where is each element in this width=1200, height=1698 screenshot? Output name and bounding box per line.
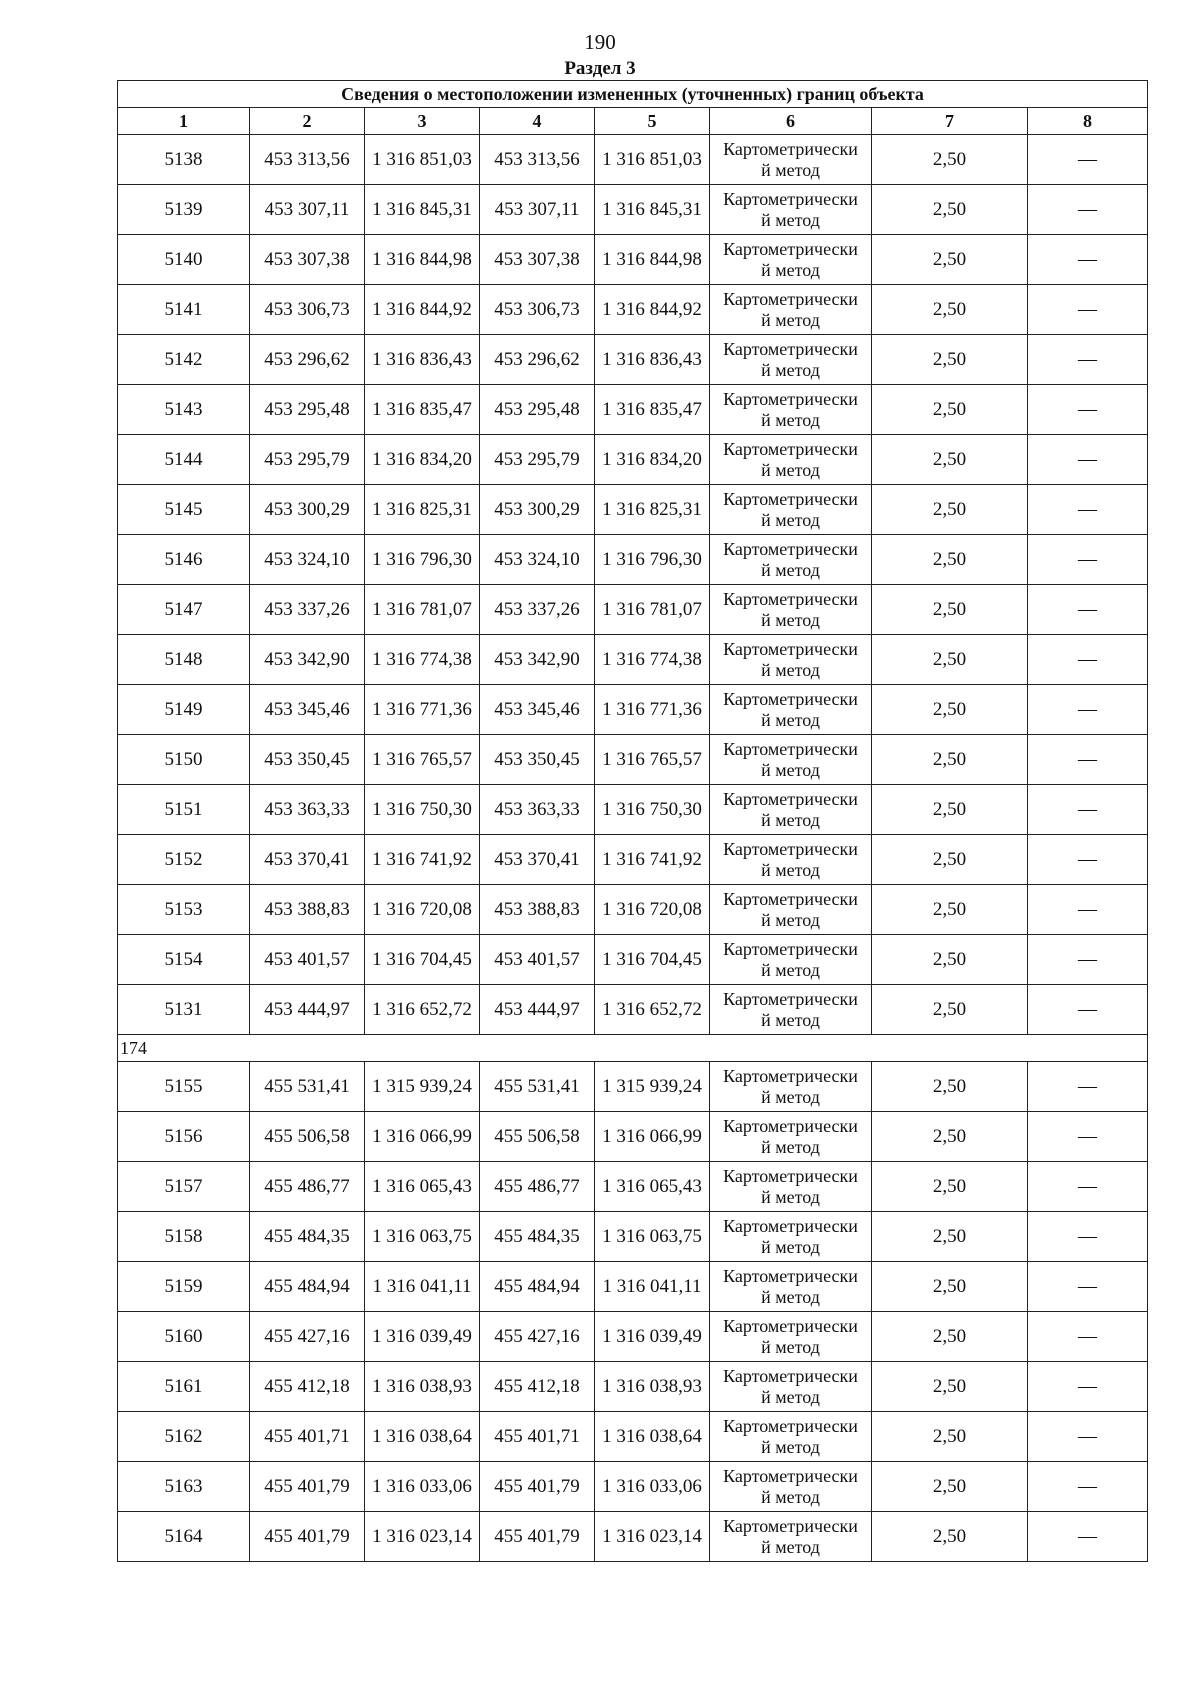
cell-accuracy: 2,50 (872, 1462, 1028, 1512)
cell-accuracy: 2,50 (872, 635, 1028, 685)
cell-x-old: 453 388,83 (250, 885, 365, 935)
table-row (118, 585, 1148, 635)
cell-y-old: 1 316 720,08 (365, 885, 480, 935)
cell-description: — (1028, 1112, 1148, 1162)
cell-accuracy: 2,50 (872, 1112, 1028, 1162)
cell-x-new: 453 313,56 (480, 135, 595, 185)
cell-x-old: 453 337,26 (250, 585, 365, 635)
cell-x-new: 455 401,71 (480, 1412, 595, 1462)
table-row (118, 235, 1148, 285)
cell-method: Картометрически й метод (710, 1112, 872, 1162)
table-row (118, 735, 1148, 785)
cell-description: — (1028, 735, 1148, 785)
cell-y-new: 1 316 741,92 (595, 835, 710, 885)
cell-y-old: 1 316 781,07 (365, 585, 480, 635)
cell-y-new: 1 316 065,43 (595, 1162, 710, 1212)
cell-accuracy: 2,50 (872, 385, 1028, 435)
cell-method: Картометрически й метод (710, 485, 872, 535)
cell-x-old: 453 307,38 (250, 235, 365, 285)
table-row (118, 1112, 1148, 1162)
cell-description: — (1028, 635, 1148, 685)
cell-x-old: 453 300,29 (250, 485, 365, 535)
cell-description: — (1028, 535, 1148, 585)
cell-accuracy: 2,50 (872, 1362, 1028, 1412)
cell-point-number: 5148 (118, 635, 250, 685)
cell-x-old: 455 484,94 (250, 1262, 365, 1312)
column-number: 6 (710, 108, 872, 135)
cell-x-old: 455 486,77 (250, 1162, 365, 1212)
table-row (118, 435, 1148, 485)
cell-y-old: 1 316 834,20 (365, 435, 480, 485)
cell-method: Картометрически й метод (710, 285, 872, 335)
cell-y-old: 1 315 939,24 (365, 1062, 480, 1112)
cell-accuracy: 2,50 (872, 835, 1028, 885)
cell-y-old: 1 316 704,45 (365, 935, 480, 985)
cell-y-old: 1 316 039,49 (365, 1312, 480, 1362)
cell-point-number: 5146 (118, 535, 250, 585)
cell-x-new: 453 306,73 (480, 285, 595, 335)
cell-x-old: 453 444,97 (250, 985, 365, 1035)
cell-x-new: 455 484,94 (480, 1262, 595, 1312)
cell-x-old: 455 484,35 (250, 1212, 365, 1262)
cell-y-new: 1 316 771,36 (595, 685, 710, 735)
cell-accuracy: 2,50 (872, 1212, 1028, 1262)
coordinates-table (117, 80, 1148, 1562)
cell-x-new: 455 506,58 (480, 1112, 595, 1162)
cell-x-new: 455 412,18 (480, 1362, 595, 1412)
cell-x-new: 453 295,79 (480, 435, 595, 485)
table-row (118, 385, 1148, 435)
cell-y-old: 1 316 041,11 (365, 1262, 480, 1312)
cell-x-new: 453 401,57 (480, 935, 595, 985)
cell-x-old: 455 427,16 (250, 1312, 365, 1362)
cell-accuracy: 2,50 (872, 535, 1028, 585)
cell-x-new: 455 486,77 (480, 1162, 595, 1212)
cell-point-number: 5155 (118, 1062, 250, 1112)
cell-y-old: 1 316 851,03 (365, 135, 480, 185)
group-label: 174 (118, 1035, 1148, 1062)
cell-x-new: 453 307,38 (480, 235, 595, 285)
table-row (118, 685, 1148, 735)
cell-point-number: 5164 (118, 1512, 250, 1562)
cell-method: Картометрически й метод (710, 235, 872, 285)
cell-point-number: 5162 (118, 1412, 250, 1462)
cell-accuracy: 2,50 (872, 1262, 1028, 1312)
cell-description: — (1028, 785, 1148, 835)
cell-y-new: 1 316 851,03 (595, 135, 710, 185)
cell-x-old: 453 296,62 (250, 335, 365, 385)
cell-y-new: 1 316 038,93 (595, 1362, 710, 1412)
cell-accuracy: 2,50 (872, 435, 1028, 485)
cell-y-new: 1 316 750,30 (595, 785, 710, 835)
cell-y-new: 1 316 704,45 (595, 935, 710, 985)
cell-method: Картометрически й метод (710, 1212, 872, 1262)
cell-method: Картометрически й метод (710, 185, 872, 235)
table-row (118, 1162, 1148, 1212)
table-row (118, 935, 1148, 985)
cell-x-old: 455 412,18 (250, 1362, 365, 1412)
cell-y-new: 1 316 845,31 (595, 185, 710, 235)
cell-point-number: 5149 (118, 685, 250, 735)
cell-y-old: 1 316 765,57 (365, 735, 480, 785)
cell-y-old: 1 316 835,47 (365, 385, 480, 435)
cell-y-old: 1 316 836,43 (365, 335, 480, 385)
cell-method: Картометрически й метод (710, 935, 872, 985)
column-number: 7 (872, 108, 1028, 135)
table-row (118, 1262, 1148, 1312)
cell-method: Картометрически й метод (710, 1162, 872, 1212)
table-row (118, 185, 1148, 235)
cell-method: Картометрически й метод (710, 1312, 872, 1362)
cell-description: — (1028, 985, 1148, 1035)
cell-method: Картометрически й метод (710, 985, 872, 1035)
cell-y-new: 1 316 041,11 (595, 1262, 710, 1312)
cell-y-new: 1 316 038,64 (595, 1412, 710, 1462)
cell-point-number: 5142 (118, 335, 250, 385)
table-row (118, 1462, 1148, 1512)
cell-method: Картометрически й метод (710, 1462, 872, 1512)
cell-x-old: 453 295,48 (250, 385, 365, 435)
column-number: 4 (480, 108, 595, 135)
cell-y-new: 1 316 066,99 (595, 1112, 710, 1162)
cell-method: Картометрически й метод (710, 135, 872, 185)
cell-description: — (1028, 335, 1148, 385)
cell-point-number: 5143 (118, 385, 250, 435)
cell-x-old: 455 401,79 (250, 1462, 365, 1512)
cell-y-new: 1 316 023,14 (595, 1512, 710, 1562)
column-number: 1 (118, 108, 250, 135)
cell-description: — (1028, 1312, 1148, 1362)
cell-accuracy: 2,50 (872, 735, 1028, 785)
cell-y-old: 1 316 038,93 (365, 1362, 480, 1412)
cell-point-number: 5144 (118, 435, 250, 485)
cell-x-new: 453 337,26 (480, 585, 595, 635)
cell-point-number: 5138 (118, 135, 250, 185)
table-row (118, 1312, 1148, 1362)
cell-accuracy: 2,50 (872, 485, 1028, 535)
cell-description: — (1028, 1162, 1148, 1212)
cell-method: Картометрически й метод (710, 735, 872, 785)
cell-point-number: 5157 (118, 1162, 250, 1212)
cell-method: Картометрически й метод (710, 835, 872, 885)
cell-description: — (1028, 185, 1148, 235)
cell-y-new: 1 315 939,24 (595, 1062, 710, 1112)
cell-method: Картометрически й метод (710, 1512, 872, 1562)
cell-x-new: 453 363,33 (480, 785, 595, 835)
cell-y-new: 1 316 652,72 (595, 985, 710, 1035)
cell-x-new: 455 531,41 (480, 1062, 595, 1112)
table-caption-row (118, 81, 1148, 108)
cell-x-new: 453 342,90 (480, 635, 595, 685)
cell-accuracy: 2,50 (872, 1512, 1028, 1562)
cell-accuracy: 2,50 (872, 235, 1028, 285)
cell-description: — (1028, 285, 1148, 335)
cell-method: Картометрически й метод (710, 885, 872, 935)
cell-point-number: 5163 (118, 1462, 250, 1512)
cell-x-old: 453 324,10 (250, 535, 365, 585)
cell-y-new: 1 316 796,30 (595, 535, 710, 585)
cell-accuracy: 2,50 (872, 935, 1028, 985)
table-body (118, 135, 1148, 1562)
cell-method: Картометрически й метод (710, 535, 872, 585)
table-row (118, 985, 1148, 1035)
cell-description: — (1028, 385, 1148, 435)
cell-point-number: 5156 (118, 1112, 250, 1162)
cell-description: — (1028, 1412, 1148, 1462)
table-row (118, 135, 1148, 185)
cell-x-old: 453 295,79 (250, 435, 365, 485)
cell-y-new: 1 316 774,38 (595, 635, 710, 685)
cell-x-new: 453 370,41 (480, 835, 595, 885)
cell-y-old: 1 316 038,64 (365, 1412, 480, 1462)
cell-accuracy: 2,50 (872, 1412, 1028, 1462)
cell-y-new: 1 316 765,57 (595, 735, 710, 785)
cell-x-new: 455 401,79 (480, 1462, 595, 1512)
table-row (118, 1062, 1148, 1112)
table-row (118, 535, 1148, 585)
cell-point-number: 5152 (118, 835, 250, 885)
cell-accuracy: 2,50 (872, 335, 1028, 385)
cell-point-number: 5141 (118, 285, 250, 335)
cell-description: — (1028, 885, 1148, 935)
column-number: 8 (1028, 108, 1148, 135)
cell-x-old: 453 350,45 (250, 735, 365, 785)
table-row (118, 335, 1148, 385)
cell-method: Картометрически й метод (710, 685, 872, 735)
table-row (118, 1212, 1148, 1262)
cell-x-new: 453 345,46 (480, 685, 595, 735)
cell-y-old: 1 316 065,43 (365, 1162, 480, 1212)
cell-y-new: 1 316 844,98 (595, 235, 710, 285)
cell-method: Картометрически й метод (710, 435, 872, 485)
cell-accuracy: 2,50 (872, 1312, 1028, 1362)
cell-x-new: 453 295,48 (480, 385, 595, 435)
cell-point-number: 5160 (118, 1312, 250, 1362)
cell-y-old: 1 316 771,36 (365, 685, 480, 735)
cell-y-old: 1 316 750,30 (365, 785, 480, 835)
cell-x-new: 455 401,79 (480, 1512, 595, 1562)
cell-method: Картометрически й метод (710, 1412, 872, 1462)
cell-accuracy: 2,50 (872, 285, 1028, 335)
cell-x-old: 453 307,11 (250, 185, 365, 235)
cell-x-new: 453 300,29 (480, 485, 595, 535)
cell-accuracy: 2,50 (872, 185, 1028, 235)
cell-y-old: 1 316 844,92 (365, 285, 480, 335)
column-number-row (118, 108, 1148, 135)
table-row (118, 785, 1148, 835)
group-row (118, 1035, 1148, 1062)
cell-y-new: 1 316 781,07 (595, 585, 710, 635)
cell-point-number: 5161 (118, 1362, 250, 1412)
cell-x-old: 453 313,56 (250, 135, 365, 185)
cell-point-number: 5150 (118, 735, 250, 785)
cell-description: — (1028, 435, 1148, 485)
cell-description: — (1028, 1212, 1148, 1262)
cell-description: — (1028, 1062, 1148, 1112)
cell-description: — (1028, 835, 1148, 885)
cell-accuracy: 2,50 (872, 785, 1028, 835)
cell-y-old: 1 316 825,31 (365, 485, 480, 535)
table-row (118, 285, 1148, 335)
cell-accuracy: 2,50 (872, 1062, 1028, 1112)
table-caption: Сведения о местоположении измененных (уточненных) границ объекта (118, 81, 1148, 108)
cell-description: — (1028, 1462, 1148, 1512)
column-number: 5 (595, 108, 710, 135)
cell-accuracy: 2,50 (872, 585, 1028, 635)
table-row (118, 885, 1148, 935)
cell-method: Картометрически й метод (710, 1262, 872, 1312)
cell-point-number: 5145 (118, 485, 250, 535)
cell-description: — (1028, 135, 1148, 185)
table-row (118, 1412, 1148, 1462)
cell-method: Картометрически й метод (710, 385, 872, 435)
table-row (118, 835, 1148, 885)
cell-x-new: 453 324,10 (480, 535, 595, 585)
cell-x-old: 453 370,41 (250, 835, 365, 885)
cell-method: Картометрически й метод (710, 585, 872, 635)
cell-y-old: 1 316 774,38 (365, 635, 480, 685)
cell-y-new: 1 316 720,08 (595, 885, 710, 935)
cell-y-old: 1 316 741,92 (365, 835, 480, 885)
table-row (118, 1362, 1148, 1412)
cell-x-new: 453 444,97 (480, 985, 595, 1035)
cell-y-new: 1 316 844,92 (595, 285, 710, 335)
cell-y-old: 1 316 796,30 (365, 535, 480, 585)
cell-y-old: 1 316 063,75 (365, 1212, 480, 1262)
cell-point-number: 5153 (118, 885, 250, 935)
cell-point-number: 5147 (118, 585, 250, 635)
cell-method: Картометрически й метод (710, 635, 872, 685)
cell-x-new: 453 350,45 (480, 735, 595, 785)
cell-description: — (1028, 685, 1148, 735)
cell-x-old: 453 342,90 (250, 635, 365, 685)
cell-point-number: 5139 (118, 185, 250, 235)
cell-x-new: 455 484,35 (480, 1212, 595, 1262)
cell-description: — (1028, 935, 1148, 985)
cell-y-old: 1 316 844,98 (365, 235, 480, 285)
cell-y-old: 1 316 066,99 (365, 1112, 480, 1162)
cell-x-old: 455 401,79 (250, 1512, 365, 1562)
table-row (118, 1512, 1148, 1562)
cell-accuracy: 2,50 (872, 985, 1028, 1035)
page-number: 190 (584, 30, 616, 54)
cell-point-number: 5140 (118, 235, 250, 285)
cell-accuracy: 2,50 (872, 135, 1028, 185)
table-row (118, 635, 1148, 685)
cell-accuracy: 2,50 (872, 1162, 1028, 1212)
cell-x-old: 455 506,58 (250, 1112, 365, 1162)
cell-y-new: 1 316 834,20 (595, 435, 710, 485)
cell-y-old: 1 316 023,14 (365, 1512, 480, 1562)
column-number: 2 (250, 108, 365, 135)
cell-y-new: 1 316 836,43 (595, 335, 710, 385)
cell-description: — (1028, 1262, 1148, 1312)
cell-method: Картометрически й метод (710, 1362, 872, 1412)
cell-x-old: 455 401,71 (250, 1412, 365, 1462)
cell-x-old: 453 401,57 (250, 935, 365, 985)
cell-method: Картометрически й метод (710, 785, 872, 835)
cell-x-old: 453 306,73 (250, 285, 365, 335)
section-title: Раздел 3 (564, 58, 636, 79)
cell-point-number: 5158 (118, 1212, 250, 1262)
cell-x-new: 453 296,62 (480, 335, 595, 385)
cell-accuracy: 2,50 (872, 885, 1028, 935)
cell-description: — (1028, 1512, 1148, 1562)
cell-point-number: 5159 (118, 1262, 250, 1312)
cell-y-old: 1 316 652,72 (365, 985, 480, 1035)
cell-method: Картометрически й метод (710, 1062, 872, 1112)
cell-y-new: 1 316 063,75 (595, 1212, 710, 1262)
cell-x-old: 455 531,41 (250, 1062, 365, 1112)
cell-x-new: 453 388,83 (480, 885, 595, 935)
cell-y-new: 1 316 835,47 (595, 385, 710, 435)
cell-description: — (1028, 235, 1148, 285)
table-row (118, 485, 1148, 535)
cell-y-new: 1 316 039,49 (595, 1312, 710, 1362)
cell-x-new: 453 307,11 (480, 185, 595, 235)
cell-x-old: 453 345,46 (250, 685, 365, 735)
cell-point-number: 5131 (118, 985, 250, 1035)
cell-x-old: 453 363,33 (250, 785, 365, 835)
cell-method: Картометрически й метод (710, 335, 872, 385)
cell-point-number: 5154 (118, 935, 250, 985)
cell-accuracy: 2,50 (872, 685, 1028, 735)
cell-description: — (1028, 585, 1148, 635)
cell-description: — (1028, 485, 1148, 535)
cell-x-new: 455 427,16 (480, 1312, 595, 1362)
cell-y-new: 1 316 033,06 (595, 1462, 710, 1512)
cell-description: — (1028, 1362, 1148, 1412)
cell-y-old: 1 316 845,31 (365, 185, 480, 235)
column-number: 3 (365, 108, 480, 135)
cell-y-old: 1 316 033,06 (365, 1462, 480, 1512)
cell-point-number: 5151 (118, 785, 250, 835)
cell-y-new: 1 316 825,31 (595, 485, 710, 535)
